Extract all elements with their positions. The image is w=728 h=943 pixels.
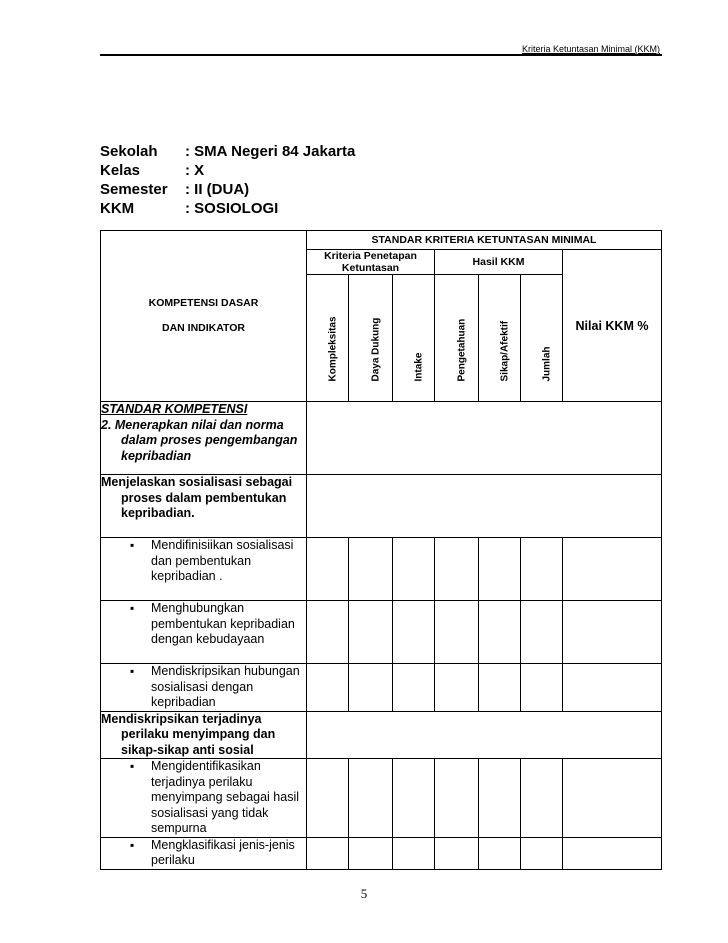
nilai-header: Nilai KKM % <box>563 250 662 402</box>
table-row <box>101 664 662 712</box>
kd-text: Mendiskripsikan terjadinya perilaku menyimpang dan sikap-sikap anti sosial <box>101 711 276 757</box>
indicator-text: Mengklasifikasi jenis-jenis perilaku <box>151 837 295 867</box>
indicator-text: Mendiskripsikan hubungan sosialisasi dengan kepribadian <box>151 664 300 709</box>
col-header-jumlah: Jumlah <box>521 275 563 402</box>
col-header-daya-dukung: Daya Dukung <box>349 275 393 402</box>
info-label: KKM <box>100 200 135 217</box>
indicator-text: Menghubungkan pembentukan kepribadian dengan kebudayaan <box>151 601 295 646</box>
info-label: Semester <box>100 181 168 198</box>
info-label: Sekolah <box>100 143 158 160</box>
info-value: : SOSIOLOGI <box>185 200 279 217</box>
kkm-table <box>100 230 662 870</box>
info-value: : X <box>185 162 205 179</box>
table-row <box>101 759 662 838</box>
info-value: : II (DUA) <box>185 181 250 198</box>
hasil-header: Hasil KKM <box>435 250 563 275</box>
table-row <box>101 402 662 475</box>
bullet-icon: ▪ <box>130 664 135 678</box>
col-header-sikap: Sikap/Afektif <box>479 275 521 402</box>
table-row <box>101 475 662 538</box>
bullet-icon: ▪ <box>130 538 135 552</box>
table-row <box>101 711 662 759</box>
header-title: Kriteria Ketuntasan Minimal (KKM) <box>521 44 660 54</box>
col-header-intake: Intake <box>393 275 435 402</box>
bullet-icon: ▪ <box>130 837 135 852</box>
table-row <box>101 538 662 601</box>
standar-text: 2. Menerapkan nilai dan norma dalam proses pengembangan kepribadian <box>101 417 298 463</box>
standar-label: STANDAR KOMPETENSI <box>101 402 248 416</box>
col-header-kompleksitas: Kompleksitas <box>307 275 349 402</box>
standar-kkm-header: STANDAR KRITERIA KETUNTASAN MINIMAL <box>307 231 662 250</box>
kd-header <box>101 231 307 402</box>
page-number: 5 <box>360 886 368 901</box>
kriteria-header: Kriteria Penetapan Ketuntasan <box>307 250 435 275</box>
kd-header-line1: KOMPETENSI DASAR <box>148 297 259 309</box>
table-row <box>101 601 662 664</box>
indicator-text: Mengidentifikasikan terjadinya perilaku menyimpang sebagai hasil sosialisasi yang tidak sempurna <box>151 759 300 835</box>
header-rule <box>100 54 662 56</box>
bullet-icon: ▪ <box>130 759 135 773</box>
info-label: Kelas <box>100 162 141 179</box>
indicator-text: Mendifinisiikan sosialisasi dan pembentukan kepribadian . <box>151 538 294 583</box>
school-info <box>100 142 355 218</box>
kd-text: Menjelaskan sosialisasi sebagai proses dalam pembentukan kepribadian. <box>101 475 293 520</box>
col-header-pengetahuan: Pengetahuan <box>435 275 479 402</box>
bullet-icon: ▪ <box>130 601 135 615</box>
kd-header-line2: DAN INDIKATOR <box>161 322 246 334</box>
info-value: : SMA Negeri 84 Jakarta <box>185 143 356 160</box>
table-row <box>101 837 662 869</box>
